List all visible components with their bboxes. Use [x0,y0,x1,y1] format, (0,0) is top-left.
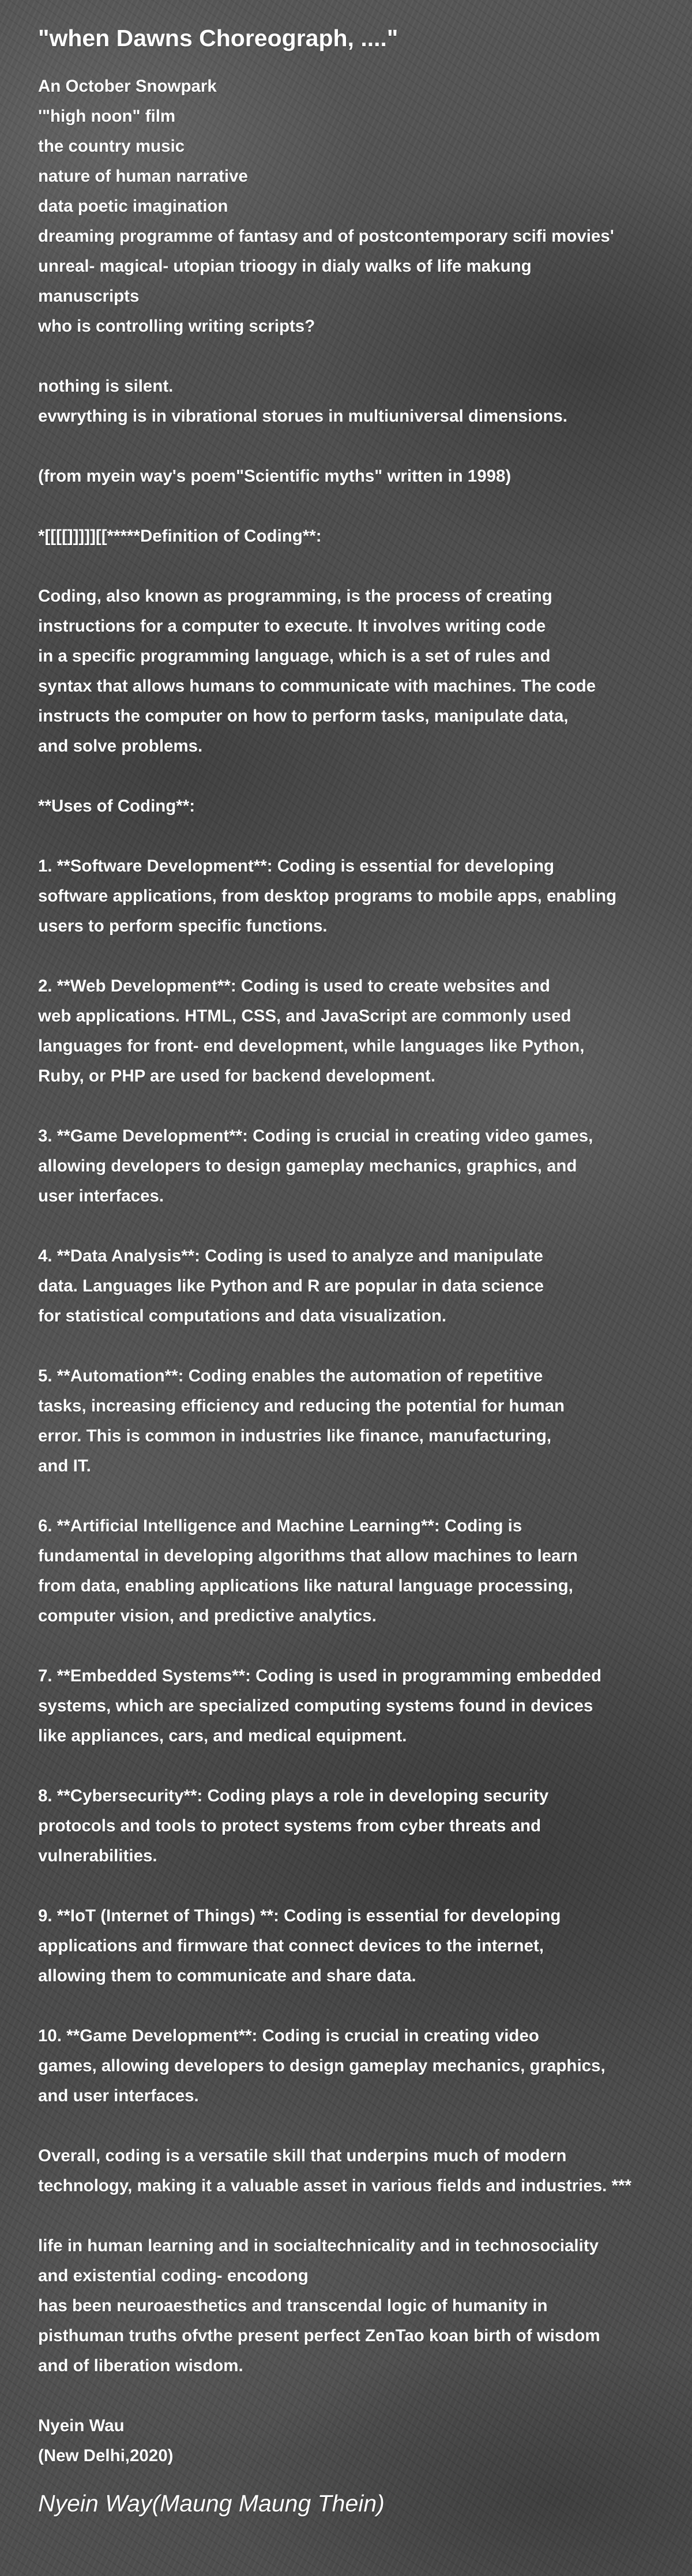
poem-line: web applications. HTML, CSS, and JavaScript are commonly used [38,1007,571,1026]
poem-line [38,1871,684,1901]
poem-line [38,1211,684,1241]
poem-line: and user interfaces. [38,2086,199,2105]
poem-line: protocols and tools to protect systems from cyber threats and [38,1816,541,1835]
poem-line: dreaming programme of fantasy and of postcontemporary scifi movies' [38,227,614,246]
poem-line: Overall, coding is a versatile skill that underpins much of modern [38,2146,567,2165]
poem-line [38,1331,684,1361]
poem-line [38,1481,684,1511]
poem-line: in a specific programming language, which is a set of rules and [38,647,551,666]
poem-line: tasks, increasing efficiency and reducing the potential for human [38,1396,565,1415]
poem-line: instructs the computer on how to perform tasks, manipulate data, [38,707,569,726]
poem-line: systems, which are specialized computing systems found in devices [38,1696,593,1715]
poem-line [38,2111,684,2141]
poem-line: 8. **Cybersecurity**: Coding plays a role in developing security [38,1786,549,1805]
poem-line: languages for front- end development, while languages like Python, [38,1037,585,1056]
poem-content [38,23,684,2518]
poem-line [38,431,684,461]
poem-line [38,341,684,371]
poem-line [38,1751,684,1781]
poem-line: vulnerabilities. [38,1846,157,1865]
poem-line [38,821,684,851]
poem-line: like appliances, cars, and medical equipment. [38,1726,407,1745]
poem-line: 7. **Embedded Systems**: Coding is used in programming embedded [38,1666,601,1685]
poem-line [38,2201,684,2231]
poem-line: games, allowing developers to design gameplay mechanics, graphics, [38,2056,606,2075]
poem-line [38,1631,684,1661]
poem-line: (New Delhi,2020) [38,2446,174,2465]
poem-line: **Uses of Coding**: [38,797,195,816]
poem-title: "when Dawns Choreograph, ...." [38,25,398,51]
poem-line: and existential coding- encodong [38,2266,309,2285]
poem-line: instructions for a computer to execute. It involves writing code [38,617,546,636]
poem-line [38,2381,684,2411]
poem-line: nothing is silent. [38,377,174,396]
poem-line [38,1991,684,2021]
poem-line: Coding, also known as programming, is the process of creating [38,587,552,606]
poem-line: data. Languages like Python and R are popular in data science [38,1276,544,1295]
poem-line: 9. **IoT (Internet of Things) **: Coding is essential for developing [38,1906,561,1925]
poem-line: manuscripts [38,287,140,306]
poem-line: user interfaces. [38,1186,164,1206]
poem-line: who is controlling writing scripts? [38,317,315,336]
poem-line: allowing them to communicate and share data. [38,1966,416,1985]
poem-line: applications and firmware that connect devices to the internet, [38,1936,544,1955]
poem-line: An October Snowpark [38,77,217,96]
poem-line: and of liberation wisdom. [38,2356,243,2375]
poem-line [38,1091,684,1121]
poem-line: 4. **Data Analysis**: Coding is used to analyze and manipulate [38,1246,543,1266]
poem-line: for statistical computations and data visualization. [38,1306,447,1325]
poem-line: *[[[[]]]]][[*****Definition of Coding**: [38,527,322,546]
poem-line: evwrything is in vibrational storues in multiuniversal dimensions. [38,407,567,426]
poem-author: Nyein Way(Maung Maung Thein) [38,2490,385,2517]
poem-line: 3. **Game Development**: Coding is crucial in creating video games, [38,1126,593,1146]
poem-line: Nyein Wau [38,2416,125,2435]
poem-line: unreal- magical- utopian trioogy in dialy walks of life makung [38,257,532,276]
poem-body [38,72,684,2471]
poem-line: (from myein way's poem"Scientific myths" written in 1998) [38,467,512,486]
poem-line: allowing developers to design gameplay mechanics, graphics, and [38,1156,577,1176]
poem-line: data poetic imagination [38,197,228,216]
poem-line [38,491,684,521]
poem-line: has been neuroaesthetics and transcendal logic of humanity in [38,2296,548,2315]
poem-line: life in human learning and in socialtechnicality and in technosociality [38,2236,599,2255]
poem-line: fundamental in developing algorithms that allow machines to learn [38,1546,578,1565]
poem-line: error. This is common in industries like finance, manufacturing, [38,1426,552,1445]
poem-line: and IT. [38,1456,91,1475]
poem-line: 6. **Artificial Intelligence and Machine Learning**: Coding is [38,1516,522,1535]
poem-line: 1. **Software Development**: Coding is essential for developing [38,857,555,876]
poem-line: the country music [38,137,185,156]
poem-line: '"high noon" film [38,107,176,126]
poem-line: nature of human narrative [38,167,248,186]
poem-line [38,761,684,791]
poem-line: technology, making it a valuable asset in various fields and industries. *** [38,2176,631,2195]
poem-line: and solve problems. [38,737,203,756]
poem-line: users to perform specific functions. [38,917,328,936]
poem-line: syntax that allows humans to communicate with machines. The code [38,677,596,696]
poem-line: computer vision, and predictive analytics. [38,1606,377,1625]
poem-line: 5. **Automation**: Coding enables the automation of repetitive [38,1366,543,1385]
poem-line: Ruby, or PHP are used for backend development. [38,1067,436,1086]
poem-line: software applications, from desktop programs to mobile apps, enabling [38,887,617,906]
poem-line [38,941,684,971]
poem-line: 2. **Web Development**: Coding is used to create websites and [38,977,550,996]
poem-line: 10. **Game Development**: Coding is crucial in creating video [38,2026,539,2045]
poem-line: from data, enabling applications like natural language processing, [38,1576,573,1595]
poem-line: pisthuman truths ofvthe present perfect ZenTao koan birth of wisdom [38,2326,600,2345]
poem-line [38,551,684,581]
